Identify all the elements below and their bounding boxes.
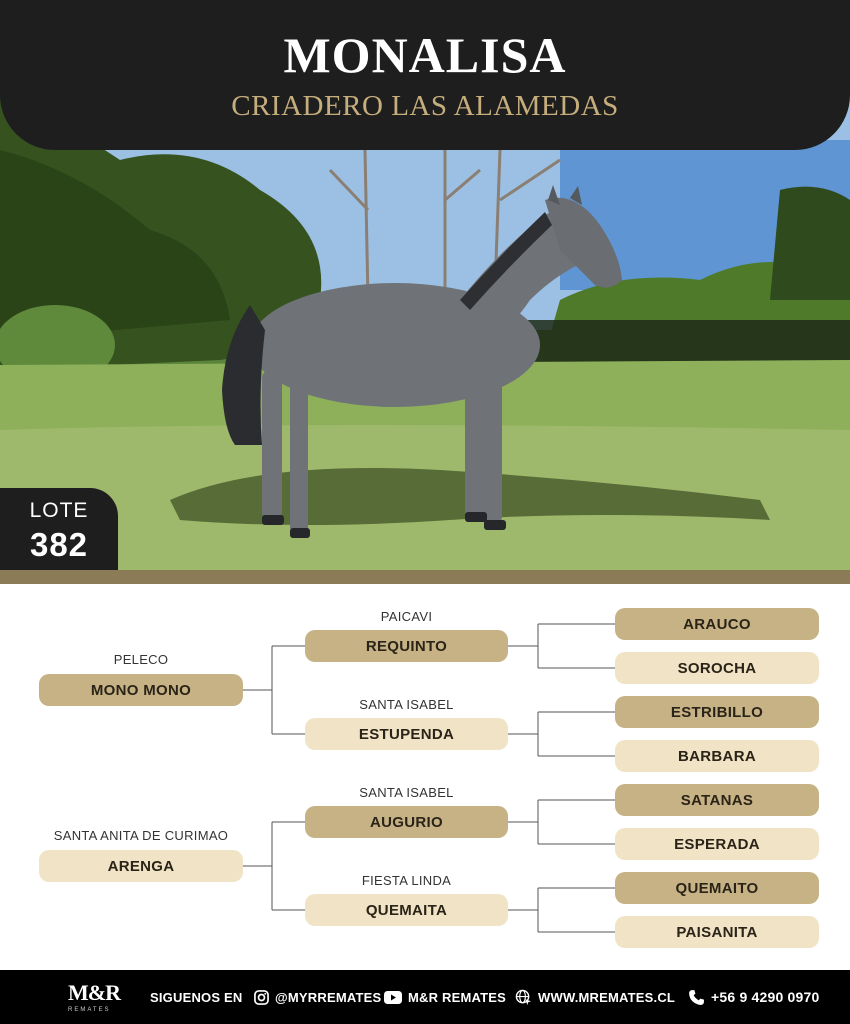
great-granddam-3: ESPERADA	[615, 828, 819, 860]
globe-icon	[515, 989, 532, 1006]
phone-icon	[688, 989, 705, 1006]
logo-mark: M&R	[68, 980, 120, 1005]
sire-name: MONO MONO	[39, 674, 243, 706]
great-grandsire-4: QUEMAITO	[615, 872, 819, 904]
website-url: WWW.MREMATES.CL	[538, 989, 676, 1005]
follow-label: SIGUENOS EN	[150, 989, 243, 1005]
great-grandsire-3: SATANAS	[615, 784, 819, 816]
dam-name: ARENGA	[39, 850, 243, 882]
great-grandsire-1: ARAUCO	[615, 608, 819, 640]
logo-subtitle: REMATES	[68, 1007, 111, 1013]
website-link[interactable]	[515, 970, 675, 1024]
sire-breeder: PELECO	[113, 652, 169, 667]
paternal-grandsire-breeder: PAICAVI	[380, 609, 433, 624]
header-banner	[0, 0, 850, 150]
great-grandsire-2: ESTRIBILLO	[615, 696, 819, 728]
instagram-link[interactable]	[254, 970, 381, 1024]
lot-badge	[0, 488, 118, 570]
phone-number: +56 9 4290 0970	[711, 989, 820, 1005]
maternal-granddam-breeder: FIESTA LINDA	[361, 873, 452, 888]
great-granddam-4: PAISANITA	[615, 916, 819, 948]
maternal-grandsire-name: AUGURIO	[305, 806, 508, 838]
lot-number: 382	[29, 526, 89, 563]
brand-logo[interactable]	[66, 980, 120, 1016]
maternal-grandsire-breeder: SANTA ISABEL	[359, 785, 454, 800]
phone-link[interactable]	[688, 970, 820, 1024]
youtube-link[interactable]	[384, 970, 506, 1024]
footer	[0, 970, 850, 1024]
instagram-handle: @MYRREMATES	[275, 989, 382, 1005]
lot-label: LOTE	[29, 499, 89, 522]
pedigree-chart	[0, 584, 850, 970]
horse-name: MONALISA	[283, 27, 567, 83]
paternal-granddam-name: ESTUPENDA	[305, 718, 508, 750]
maternal-granddam-name: QUEMAITA	[305, 894, 508, 926]
breeder-name: CRIADERO LAS ALAMEDAS	[231, 90, 619, 122]
great-granddam-1: SOROCHA	[615, 652, 819, 684]
instagram-icon	[254, 990, 269, 1005]
great-granddam-2: BARBARA	[615, 740, 819, 772]
youtube-channel: M&R REMATES	[408, 989, 507, 1005]
divider-strip	[0, 570, 850, 584]
paternal-grandsire-name: REQUINTO	[305, 630, 508, 662]
youtube-icon	[384, 991, 402, 1004]
paternal-granddam-breeder: SANTA ISABEL	[359, 697, 454, 712]
dam-breeder: SANTA ANITA DE CURIMAO	[53, 828, 229, 843]
